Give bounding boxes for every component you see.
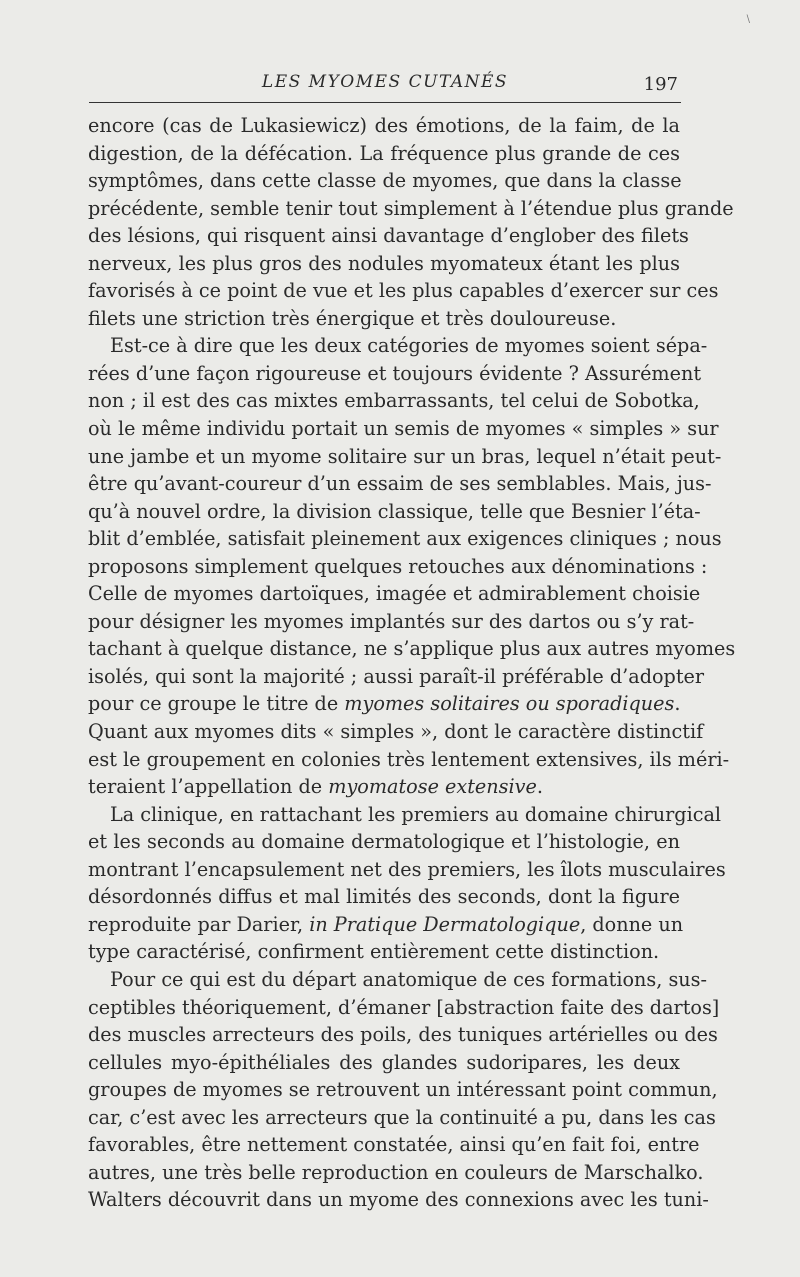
text-line: filets une striction très énergique et très douloureuse. xyxy=(88,306,617,330)
running-title: LES MYOMES CUTANÉS xyxy=(261,72,509,92)
text-line: tachant à quelque distance, ne s’applique plus aux autres myomes xyxy=(88,637,736,661)
text-line: et les seconds au domaine dermatologique et l’histologie, en xyxy=(88,830,680,854)
text-line: autres, une très belle reproduction en couleurs de Marschalko. xyxy=(88,1160,704,1184)
text-line: Walters découvrit dans un myome des connexions avec les tuni- xyxy=(88,1188,709,1212)
text-line xyxy=(88,773,680,801)
text-line: une jambe et un myome solitaire sur un bras, lequel n’était peut- xyxy=(88,444,722,468)
text-run: , donne un xyxy=(580,912,684,936)
page-number: 197 xyxy=(643,74,678,95)
text-line: car, c’est avec les arrecteurs que la continuité a pu, dans les cas xyxy=(88,1105,716,1129)
text-line: rées d’une façon rigoureuse et toujours évidente ? Assurément xyxy=(88,361,702,385)
text-line: précédente, semble tenir tout simplement à l’étendue plus grande xyxy=(88,196,734,220)
text-line: désordonnés diffus et mal limités des seconds, dont la figure xyxy=(88,885,680,909)
text-line xyxy=(88,690,680,718)
text-line: être qu’avant-coureur d’un essaim de ses semblables. Mais, jus- xyxy=(88,472,712,496)
text-line: où le même individu portait un semis de myomes « simples » sur xyxy=(88,417,719,441)
text-line: non ; il est des cas mixtes embarrassants, tel celui de Sobotka, xyxy=(88,389,700,413)
corner-mark: \ xyxy=(746,14,750,25)
text-line: montrant l’encapsulement net des premiers, les îlots musculaires xyxy=(88,857,726,881)
header-rule xyxy=(89,102,681,103)
text-run: pour ce groupe le titre de xyxy=(88,692,345,716)
italic-run: myomes solitaires ou sporadiques xyxy=(344,692,675,716)
text-line: cellules myo-épithéliales des glandes sudoripares, les deux xyxy=(88,1050,680,1074)
italic-run: myomatose extensive xyxy=(328,775,537,799)
text-line: digestion, de la défécation. La fréquence plus grande de ces xyxy=(88,141,680,165)
text-run: . xyxy=(536,775,543,799)
text-line: favorisés à ce point de vue et les plus capables d’exercer sur ces xyxy=(88,279,719,303)
text-line: qu’à nouvel ordre, la division classique, telle que Besnier l’éta- xyxy=(88,499,701,523)
text-run: teraient l’appellation de xyxy=(88,775,329,799)
text-line: nerveux, les plus gros des nodules myomateux étant les plus xyxy=(88,251,680,275)
text-line: isolés, qui sont la majorité ; aussi paraît-il préférable d’adopter xyxy=(88,664,705,688)
text-line: type caractérisé, confirment entièrement cette distinction. xyxy=(88,940,660,964)
text-line: des muscles arrecteurs des poils, des tuniques artérielles ou des xyxy=(88,1023,718,1047)
text-line: favorables, être nettement constatée, ainsi qu’en fait foi, entre xyxy=(88,1133,700,1157)
text-line: blit d’emblée, satisfait pleinement aux exigences cliniques ; nous xyxy=(88,527,722,551)
italic-run: in Pratique Dermatologique xyxy=(309,912,581,936)
text-line: est le groupement en colonies très lentement extensives, ils méri- xyxy=(88,747,730,771)
text-line xyxy=(88,911,684,939)
text-line: Pour ce qui est du départ anatomique de ces formations, sus- xyxy=(110,967,707,991)
text-line: proposons simplement quelques retouches aux dénominations : xyxy=(88,554,708,578)
body-text xyxy=(88,112,736,1214)
text-run: . xyxy=(674,692,681,716)
text-line: symptômes, dans cette classe de myomes, que dans la classe xyxy=(88,169,682,193)
text-line: Est-ce à dire que les deux catégories de myomes soient sépa- xyxy=(110,334,708,358)
text-line: pour désigner les myomes implantés sur des dartos ou s’y rat- xyxy=(88,609,695,633)
text-line: Quant aux myomes dits « simples », dont le caractère distinctif xyxy=(88,720,704,744)
text-line: des lésions, qui risquent ainsi davantage d’englober des filets xyxy=(88,224,689,248)
text-line: ceptibles théoriquement, d’émaner [abstraction faite des dartos] xyxy=(88,995,720,1019)
page-header xyxy=(90,70,680,96)
text-run: reproduite par Darier, xyxy=(88,912,310,936)
text-line: encore (cas de Lukasiewicz) des émotions, de la faim, de la xyxy=(88,114,680,137)
text-line: La clinique, en rattachant les premiers au domaine chirurgical xyxy=(110,802,722,826)
text-line: Celle de myomes dartoïques, imagée et admirablement choisie xyxy=(88,582,701,606)
text-line: groupes de myomes se retrouvent un intéressant point commun, xyxy=(88,1078,718,1102)
